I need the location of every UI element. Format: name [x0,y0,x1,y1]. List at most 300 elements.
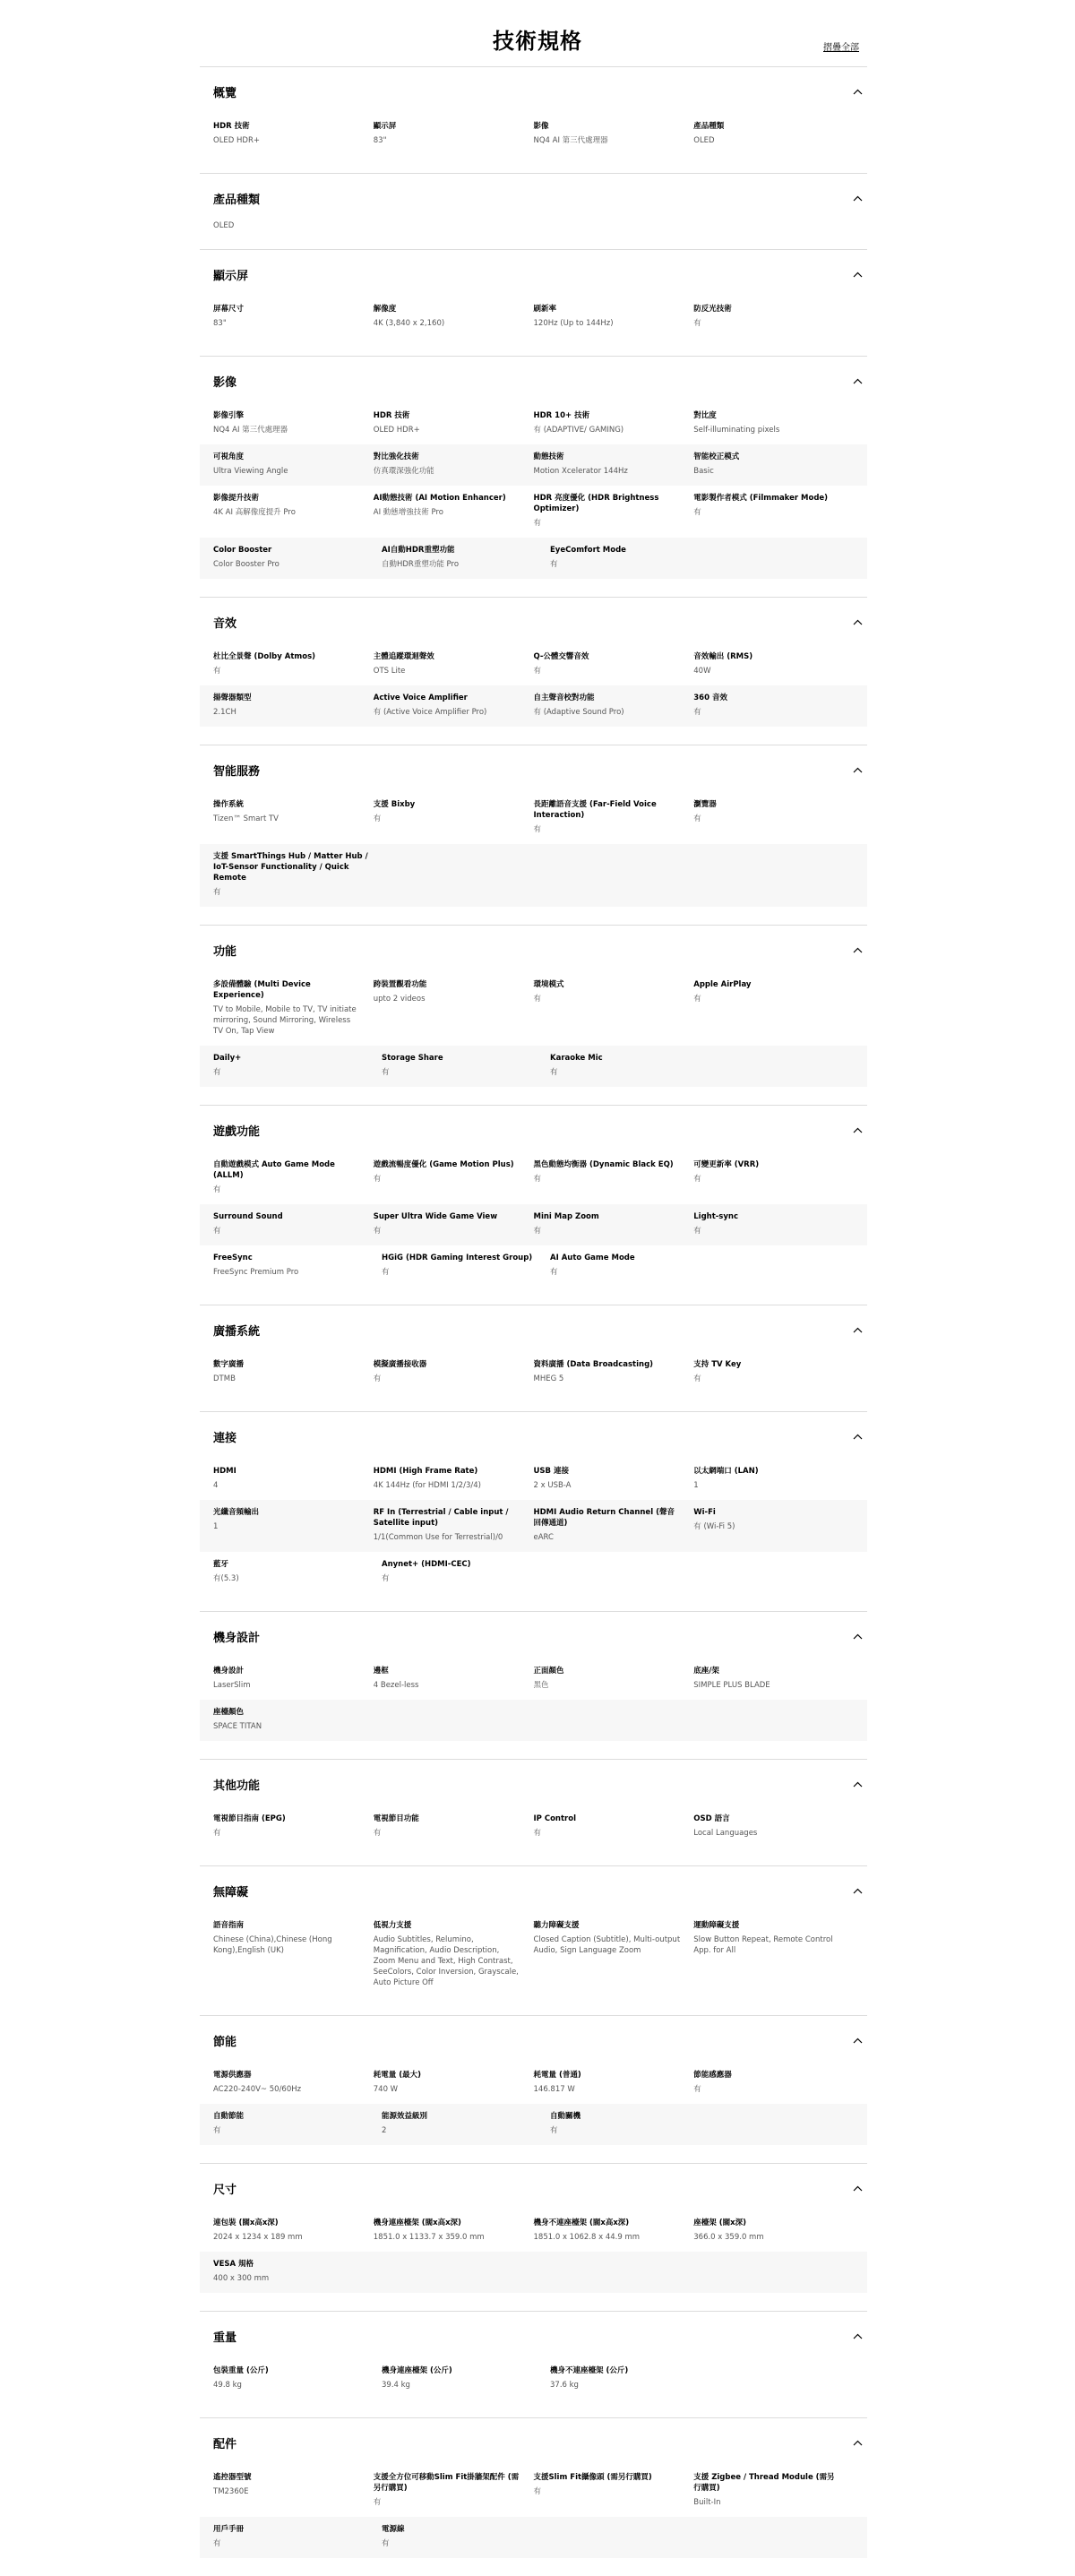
section-header[interactable] [200,614,867,630]
spec-label: 影像提升技術 [213,494,260,503]
spec-label: 自動遊戲模式 Auto Game Mode (ALLM) [213,1160,335,1180]
spec-label: 節能感應器 [693,2071,732,2080]
spec-label: 自動關機 [550,2112,581,2121]
spec-label: 電視節目功能 [373,1814,419,1823]
spec-item [374,304,534,329]
spec-item [213,693,374,718]
spec-value: 有 [550,560,558,569]
spec-value: 有 [550,2126,558,2135]
spec-value: SPACE TITAN [213,1722,262,1731]
spec-value: 37.6 kg [550,2381,579,2390]
section-header[interactable] [200,1428,867,1444]
chevron-up-icon[interactable] [847,190,867,206]
spec-item [693,651,854,676]
spec-value: OLED [693,136,715,145]
chevron-up-icon[interactable] [847,2032,867,2048]
spec-item [534,1159,694,1195]
spec-label: 屏幕尺寸 [213,305,245,314]
spec-label: 跨裝置觀看功能 [373,980,427,989]
spec-label: HDMI Audio Return Channel (聲音回傳通道) [533,1508,675,1528]
section-header[interactable] [200,2434,867,2451]
section-header[interactable] [200,2180,867,2196]
spec-label: 正面顏色 [533,1667,564,1676]
section-title: 遊戲功能 [213,1124,261,1139]
spec-label: Storage Share [382,1054,443,1063]
spec-label: 遊戲流暢度優化 (Game Motion Plus) [373,1160,514,1169]
spec-label: 邊框 [373,1667,389,1676]
spec-value: Closed Caption (Subtitle), Multi-output Audio, Sign Language Zoom [533,1935,681,1955]
spec-item [534,693,694,718]
spec-item [534,979,694,1037]
spec-item [693,1466,854,1491]
spec-item [213,410,374,435]
chevron-up-icon[interactable] [847,942,867,958]
spec-item [374,693,534,718]
chevron-up-icon[interactable] [847,83,867,99]
spec-row [200,2104,867,2145]
spec-label: 用戶手冊 [213,2525,245,2534]
spec-label: 運動障礙支援 [693,1921,740,1930]
spec-label: Color Booster [213,546,272,555]
spec-row [200,297,867,338]
spec-label: 能源效益級別 [382,2112,428,2121]
spec-value: 有 [550,1068,558,1077]
section-title: 無障礙 [213,1885,249,1900]
chevron-up-icon[interactable] [847,1322,867,1338]
spec-item [693,1507,854,1543]
spec-label: 智能校正模式 [693,452,740,461]
spec-item [693,1211,854,1236]
spec-value: 有 [213,667,221,676]
spec-label: 解像度 [373,305,397,314]
spec-value: 有 [213,2126,221,2135]
spec-label: HGiG (HDR Gaming Interest Group) [382,1254,533,1262]
section-header[interactable] [200,266,867,282]
spec-label: HDR 10+ 技術 [533,411,590,420]
spec-label: 多設備體驗 (Multi Device Experience) [213,980,311,1000]
spec-label: 防反光技術 [693,305,732,314]
spec-item [213,2070,374,2095]
spec-row [200,2465,867,2517]
spec-section [200,1759,867,1865]
spec-item [693,1159,854,1195]
chevron-up-icon[interactable] [847,373,867,389]
spec-item [534,1466,694,1491]
spec-item [213,1666,374,1691]
spec-row [200,1500,867,1552]
spec-value: 有 [382,2539,390,2548]
spec-section [200,597,867,745]
spec-value: Chinese (China),Chinese (Hong Kong),English (UK) [213,1935,332,1955]
spec-label: 操作系統 [213,800,245,809]
spec-section [200,925,867,1105]
spec-label: 遙控器型號 [213,2473,252,2482]
spec-item [374,452,534,477]
spec-item [213,1211,374,1236]
spec-label: 支援全方位可移動Slim Fit掛牆架配件 (需另行購買) [373,2473,520,2493]
spec-value: 1 [693,1481,699,1490]
chevron-up-icon[interactable] [847,1122,867,1138]
spec-section [200,1411,867,1611]
section-header[interactable] [200,762,867,778]
spec-row [200,1352,867,1393]
spec-value: eARC [533,1533,554,1542]
spec-label: HDR 技術 [373,411,410,420]
spec-label: HDMI (High Frame Rate) [373,1467,478,1476]
spec-label: HDMI [213,1467,236,1476]
spec-row [200,403,867,444]
spec-label: FreeSync [213,1254,253,1262]
spec-label: 動態技術 [533,452,564,461]
spec-row [200,2252,867,2293]
spec-value: Local Languages [693,1829,758,1838]
spec-label: 機身不連座檯架 (公斤) [550,2366,629,2375]
spec-value: OLED HDR+ [373,426,420,435]
spec-item [213,1053,382,1078]
spec-section [200,2417,867,2576]
spec-section [200,2015,867,2163]
spec-item [374,1159,534,1195]
section-title: 其他功能 [213,1779,261,1793]
spec-label: 藍牙 [213,1560,229,1569]
spec-item [534,1666,694,1691]
spec-value: 4K (3,840 x 2,160) [373,319,445,328]
spec-value: AI 動態增強技術 Pro [373,508,443,517]
spec-label: 模擬廣播接收器 [373,1360,427,1369]
spec-label: 支援 Bixby [373,800,416,809]
spec-item [534,1920,694,1988]
spec-value: 有 [213,888,221,897]
spec-item [374,1920,534,1988]
spec-value: 2 [382,2126,387,2135]
spec-value: 有 [533,1175,542,1184]
spec-label: Mini Map Zoom [533,1212,599,1221]
spec-value: 1851.0 x 1133.7 x 359.0 mm [373,2233,485,2242]
spec-label: USB 連接 [533,1467,569,1476]
spec-label: Anynet+ (HDMI-CEC) [382,1560,471,1569]
spec-value: 4K 144Hz (for HDMI 1/2/3/4) [373,1481,481,1490]
spec-item [693,410,854,435]
spec-label: Q-公體交響音效 [533,652,589,661]
spec-label: EyeComfort Mode [550,546,626,555]
spec-value: TV to Mobile, Mobile to TV, TV initiate mirroring, Sound Mirroring, Wireless TV On, Tap View [213,1005,357,1036]
spec-item [534,493,694,529]
spec-label: 電影製作者模式 (Filmmaker Mode) [693,494,829,503]
section-header[interactable] [200,190,867,206]
spec-item [213,2472,374,2508]
spec-value: Tizen™ Smart TV [213,814,279,823]
spec-value: 2 x USB-A [533,1481,572,1490]
spec-label: 機身設計 [213,1667,245,1676]
spec-label: 顯示屏 [373,122,397,131]
spec-row [200,444,867,486]
spec-item [693,2218,854,2243]
section-header[interactable] [200,1322,867,1338]
spec-item [550,1253,718,1278]
spec-label: 數字廣播 [213,1360,245,1369]
spec-label: AI Auto Game Mode [550,1254,635,1262]
spec-label: AI動態技術 (AI Motion Enhancer) [373,494,506,503]
spec-item [534,2218,694,2243]
spec-item [693,452,854,477]
spec-value: 有 [213,1185,221,1194]
chevron-up-icon[interactable] [847,1628,867,1644]
spec-value: 1 [213,1522,219,1531]
spec-value: AC220-240V~ 50/60Hz [213,2085,302,2094]
spec-section [200,66,867,173]
spec-section [200,745,867,925]
spec-value: 740 W [373,2085,399,2094]
spec-item [382,2524,550,2549]
spec-item [374,1211,534,1236]
spec-row [200,1552,867,1593]
spec-value: 有 [533,667,542,676]
spec-item [213,1507,374,1543]
section-header[interactable] [200,1122,867,1138]
section-header[interactable] [200,1628,867,1644]
spec-value: OLED HDR+ [213,136,261,145]
section-header[interactable] [200,1882,867,1899]
spec-label: 黑色動態均衡器 (Dynamic Black EQ) [533,1160,674,1169]
spec-value: 146.817 W [533,2085,575,2094]
spec-value: 有 [373,814,382,823]
spec-label: 包裝重量 (公斤) [213,2366,269,2375]
collapse-all-link[interactable]: 摺疊全部 [823,43,859,53]
spec-label: HDR 亮度優化 (HDR Brightness Optimizer) [533,494,659,513]
spec-row [200,1658,867,1700]
chevron-up-icon[interactable] [847,614,867,630]
spec-label: RF In (Terrestrial / Cable input / Satellite input) [373,1508,509,1528]
spec-value: 83" [373,136,387,145]
section-title: 智能服務 [213,764,261,779]
spec-row [200,972,867,1046]
spec-item [693,693,854,718]
spec-label: 對比度 [693,411,717,420]
spec-item [534,452,694,477]
spec-item [534,651,694,676]
section-title: 配件 [213,2437,237,2451]
spec-item [693,1359,854,1384]
spec-label: IP Control [533,1814,576,1823]
spec-value: 有 [693,708,701,717]
spec-label: 音效輸出 (RMS) [693,652,753,661]
spec-value: Ultra Viewing Angle [213,467,288,476]
spec-label: Light-sync [693,1212,738,1221]
spec-item [213,851,382,898]
spec-value: 有 [693,995,701,1004]
chevron-up-icon[interactable] [847,266,867,282]
spec-row [200,1245,867,1287]
spec-label: OSD 語言 [693,1814,730,1823]
spec-value: 自動HDR重塑功能 Pro [382,560,460,569]
spec-label: 底座/架 [693,1667,719,1676]
spec-item [213,1559,382,1584]
spec-row [200,792,867,844]
spec-item [213,2111,382,2136]
spec-value: LaserSlim [213,1681,251,1690]
spec-row [200,1459,867,1500]
spec-value: 4 [213,1481,219,1490]
spec-value: 有 [693,508,701,517]
spec-value: 黑色 [533,1681,549,1690]
spec-value: 有 [213,2539,221,2548]
section-title: 節能 [213,2035,237,2049]
section-header[interactable] [200,373,867,389]
spec-label: 電視節目指南 (EPG) [213,1814,286,1823]
section-header[interactable] [200,942,867,958]
spec-value: 有 (Adaptive Sound Pro) [533,708,624,717]
spec-item [374,1666,534,1691]
chevron-up-icon[interactable] [847,2434,867,2451]
spec-value: 有 [213,1068,221,1077]
spec-value: 49.8 kg [213,2381,242,2390]
spec-item [374,410,534,435]
chevron-up-icon[interactable] [847,2180,867,2196]
spec-item [534,304,694,329]
spec-item [534,1359,694,1384]
spec-item [213,121,374,146]
spec-value: 39.4 kg [382,2381,410,2390]
spec-item [213,545,382,570]
spec-item [213,2259,382,2284]
spec-section [200,249,867,356]
spec-label: 座檯架 (闊x深) [693,2218,746,2227]
spec-row [200,114,867,155]
spec-value: 40W [693,667,711,676]
spec-item [374,799,534,835]
spec-item [213,651,374,676]
spec-value: 1851.0 x 1062.8 x 44.9 mm [533,2233,641,2242]
spec-value: upto 2 videos [373,995,426,1004]
spec-label: 可視角度 [213,452,245,461]
spec-section [200,356,867,597]
spec-label: 電源供應器 [213,2071,252,2080]
spec-label: AI自動HDR重塑功能 [382,546,455,555]
spec-row [200,2063,867,2104]
spec-value: 有 [533,995,542,1004]
spec-row [200,1152,867,1204]
spec-value: 有(5.3) [213,1574,239,1583]
spec-value: 4 Bezel-less [373,1681,419,1690]
spec-item [534,799,694,835]
spec-section [200,2311,867,2417]
spec-item [213,493,374,529]
spec-label: 資料廣播 (Data Broadcasting) [533,1360,654,1369]
spec-label: 支援Slim Fit攝像頭 (需另行購買) [533,2473,652,2482]
spec-item [213,1466,374,1491]
spec-value: 4K AI 高解像度提升 Pro [213,508,296,517]
spec-label: 支援 SmartThings Hub / Matter Hub / IoT-Sensor Functionality / Quick Remote [213,852,368,883]
spec-row [200,644,867,685]
spec-value: 有 [213,1227,221,1236]
spec-value: 有 [373,1829,382,1838]
section-title: 尺寸 [213,2183,237,2197]
spec-section [200,173,867,249]
section-title: 機身設計 [213,1631,261,1645]
spec-value: 有 [373,1227,382,1236]
section-header[interactable] [200,2328,867,2344]
spec-label: 機身連座檯架 (公斤) [382,2366,452,2375]
spec-value: 有 [693,814,701,823]
spec-item [534,1211,694,1236]
spec-value: 有 [382,1268,390,1277]
chevron-up-icon[interactable] [847,1776,867,1792]
chevron-up-icon[interactable] [847,1882,867,1899]
spec-label: 連包裝 (闊x高x深) [213,2218,279,2227]
spec-item [213,1159,374,1195]
spec-value: Slow Button Repeat, Remote Control App. for All [693,1935,833,1955]
spec-item [550,2365,718,2391]
spec-row [200,486,867,538]
spec-item [550,2111,718,2136]
section-header[interactable] [200,2032,867,2048]
spec-value: 有 [693,2085,701,2094]
spec-label: 自動節能 [213,2112,245,2121]
spec-item [534,2472,694,2508]
section-title: 連接 [213,1431,237,1445]
chevron-up-icon[interactable] [847,1428,867,1444]
spec-label: 360 音效 [693,694,727,702]
section-header[interactable] [200,83,867,99]
spec-row [200,1204,867,1245]
spec-item [213,1359,374,1384]
chevron-up-icon[interactable] [847,2328,867,2344]
page-title: 技術規格 [493,29,582,54]
spec-value: 有 [213,1829,221,1838]
spec-row [200,1700,867,1741]
spec-row [200,844,867,907]
section-header[interactable] [200,1776,867,1792]
spec-label: 光纖音頻輸出 [213,1508,260,1517]
section-title: 概覽 [213,86,237,100]
spec-row [200,1046,867,1087]
spec-label: Surround Sound [213,1212,283,1221]
spec-value: 1/1(Common Use for Terrestrial)/0 [373,1533,503,1542]
spec-value: Built-In [693,2498,721,2507]
spec-item [374,979,534,1037]
spec-label: 支援 Zigbee / Thread Module (需另行購買) [693,2473,835,2493]
spec-item [693,1814,854,1839]
spec-item [550,545,718,570]
spec-value: 有 [693,1374,701,1383]
spec-item [382,545,550,570]
spec-item [382,2111,550,2136]
spec-item [693,1920,854,1988]
spec-value: 2024 x 1234 x 189 mm [213,2233,303,2242]
spec-label: 長距離語音支援 (Far-Field Voice Interaction) [533,800,657,820]
spec-label: 杜比全景聲 (Dolby Atmos) [213,652,316,661]
spec-item [693,979,854,1037]
spec-section [200,2163,867,2311]
spec-label: VESA 規格 [213,2260,254,2269]
spec-value: 有 [373,2498,382,2507]
spec-value: 366.0 x 359.0 mm [693,2233,764,2242]
spec-label: 自主聲音校對功能 [533,694,595,702]
spec-label: 刷新率 [533,305,557,314]
spec-item [374,2472,534,2508]
spec-value: 仿真環深強化功能 [373,467,434,476]
spec-item [374,2070,534,2095]
chevron-up-icon[interactable] [847,762,867,778]
spec-row [200,685,867,727]
spec-item [213,452,374,477]
spec-item [693,493,854,529]
spec-row [200,2358,867,2399]
spec-item [534,1814,694,1839]
section-title: 廣播系統 [213,1324,261,1339]
spec-value: 有 [373,1374,382,1383]
spec-label: 機身不連座檯架 (闊x高x深) [533,2218,630,2227]
